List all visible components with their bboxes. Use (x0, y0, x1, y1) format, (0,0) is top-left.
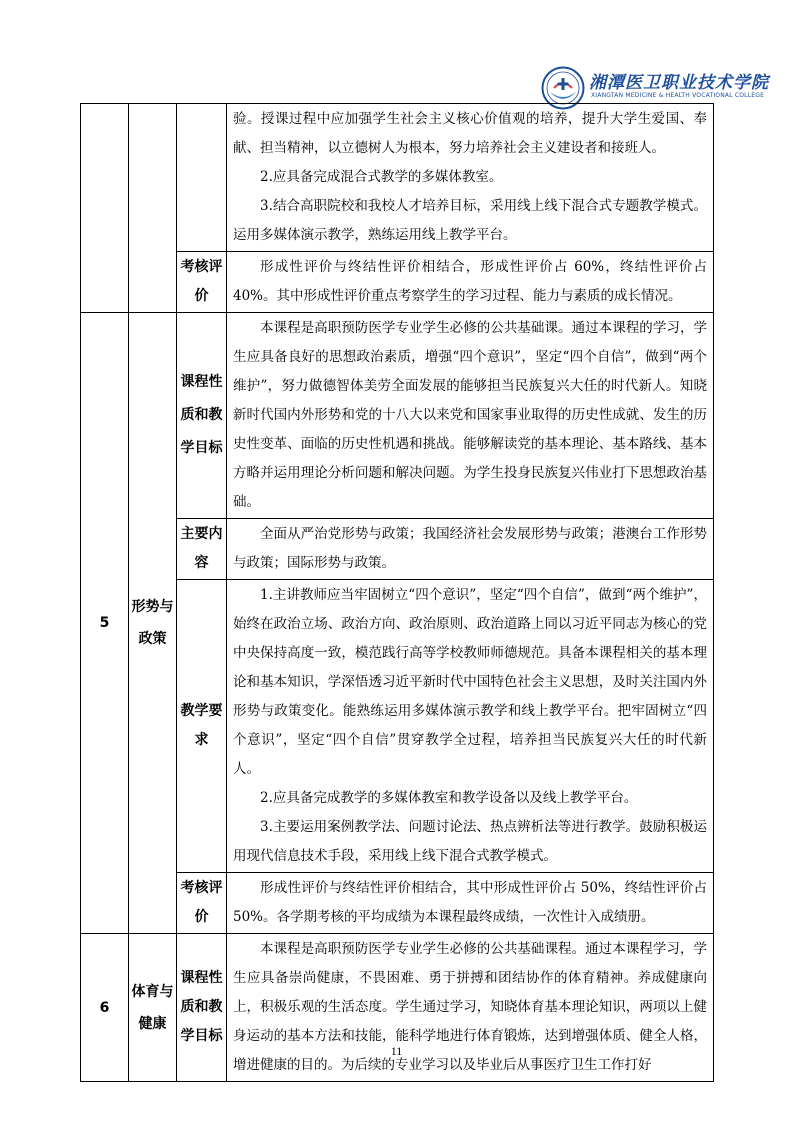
nature-cell (227, 934, 714, 1082)
course-row-6-nature (81, 934, 714, 1082)
requirements-label: 教学要求 (177, 580, 227, 873)
course-name: 形势与政策 (129, 313, 177, 934)
paragraph: 2.应具备完成混合式教学的多媒体教室。 (260, 169, 503, 185)
paragraph: 形成性评价与终结性评价相结合，形成性评价占 60%，终结性评价占 40%。其中形成性评价重点考察学生的学习过程、能力与素质的成长情况。 (233, 259, 707, 304)
paragraph: 本课程是高职预防医学专业学生必修的公共基础课程。通过本课程学习，学生应具备崇尚健康，不畏困难、勇于拼搏和团结协作的体育精神。养成健康向上，积极乐观的生活态度。学生通过学习，知晓体育基本理论知识，两项以上健身运动的基本方法和技能，能科学地进行体育锻炼，达到增强体质、健全人格，增进健康的目的。为后续的专业学习以及毕业后从事医疗卫生工作打好 (233, 941, 707, 1073)
nature-label: 课程性质和教学目标 (177, 934, 227, 1082)
assessment-label: 考核评价 (177, 873, 227, 934)
continued-course-cell (129, 104, 177, 313)
course-row-5-nature (81, 313, 714, 519)
nature-cell (227, 313, 714, 519)
paragraph: 1.主讲教师应当牢固树立“四个意识”，坚定“四个自信”，做到“两个维护”，始终在政治立场、政治方向、政治原则、政治道路上同以习近平同志为核心的党中央保持高度一致，模范践行高等学校教师师德规范。具备本课程相关的基本理论和基本知识，学深悟透习近平新时代中国特色社会主义思想，及时关注国内外形势与政策变化。能熟练运用多媒体演示教学和线上教学平台。把牢固树立“四个意识”，坚定“四个自信”贯穿教学全过程，培养担当民族复兴大任的时代新人。 (233, 587, 707, 777)
course-name: 体育与健康 (129, 934, 177, 1082)
paragraph: 2.应具备完成教学的多媒体教室和教学设备以及线上教学平台。 (260, 790, 638, 806)
continued-assessment-label: 考核评价 (177, 252, 227, 313)
continued-assessment-cell (227, 252, 714, 313)
requirements-cell (227, 580, 714, 873)
continued-requirements-row (81, 104, 714, 252)
paragraph: 全面从严治党形势与政策；我国经济社会发展形势与政策；港澳台工作形势与政策；国际形势与政策。 (233, 526, 707, 571)
paragraph: 3.结合高职院校和我校人才培养目标，采用线上线下混合式专题教学模式。运用多媒体演示教学，熟练运用线上教学平台。 (233, 198, 707, 243)
page-number: 11 (390, 1044, 403, 1058)
assessment-cell (227, 873, 714, 934)
paragraph: 形成性评价与终结性评价相结合，其中形成性评价占 50%，终结性评价占 50%。各学期考核的平均成绩为本课程最终成绩，一次性计入成绩册。 (233, 880, 707, 925)
paragraph: 本课程是高职预防医学专业学生必修的公共基础课。通过本课程的学习，学生应具备良好的思想政治素质，增强“四个意识”，坚定“四个自信”，做到“两个维护”，努力做德智体美劳全面发展的能够担当民族复兴大任的时代新人。知晓新时代国内外形势和党的十八大以来党和国家事业取得的历史性成就、发生的历史性变革、面临的历史性机遇和挑战。能够解读党的基本理论、基本路线、基本方略并运用理论分析问题和解决问题。为学生投身民族复兴伟业打下思想政治基础。 (233, 320, 707, 510)
continued-number-cell (81, 104, 129, 313)
continued-requirements-cell (227, 104, 714, 252)
nature-label: 课程性质和教学目标 (177, 313, 227, 519)
course-table (80, 103, 714, 1082)
content-cell (227, 519, 714, 580)
school-name-en: XIANGTAN MEDICINE & HEALTH VOCATIONAL COLLEGE (591, 92, 765, 99)
school-name-cn: 湘潭医卫职业技术学院 (589, 73, 769, 93)
row-number: 5 (81, 313, 129, 934)
content-label: 主要内容 (177, 519, 227, 580)
paragraph: 验。授课过程中应加强学生社会主义核心价值观的培养，提升大学生爱国、奉献、担当精神，以立德树人为根本，努力培养社会主义建设者和接班人。 (233, 111, 707, 156)
continued-req-label-cell (177, 104, 227, 252)
paragraph: 3.主要运用案例教学法、问题讨论法、热点辨析法等进行教学。鼓励积极运用现代信息技术手段，采用线上线下混合式教学模式。 (233, 819, 707, 864)
row-number: 6 (81, 934, 129, 1082)
